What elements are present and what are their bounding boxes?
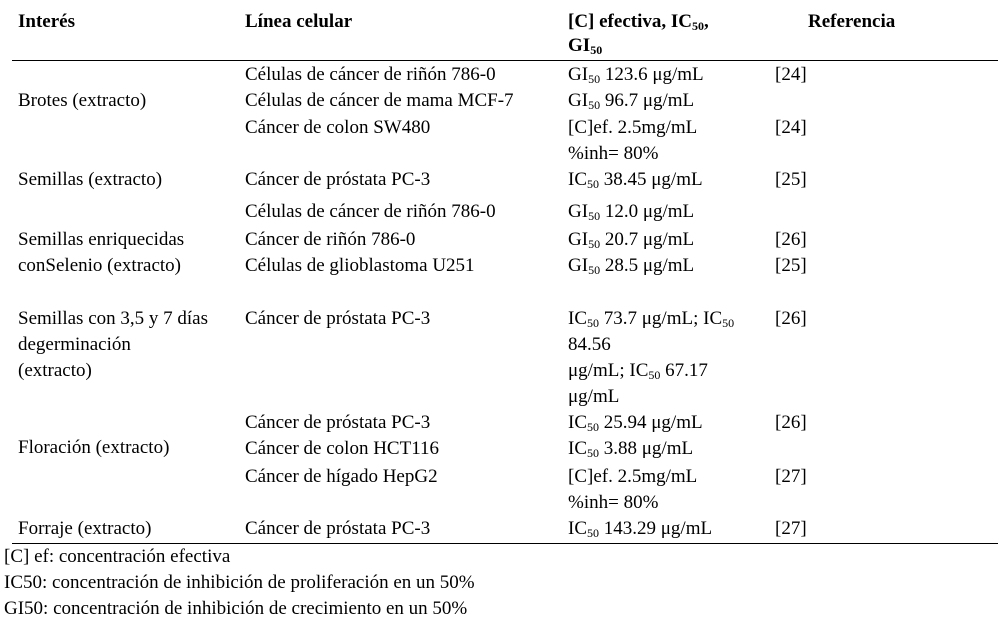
linea-cell: Cáncer de próstata PC-3 <box>245 169 431 190</box>
valor-line: %inh= 80% <box>568 143 659 164</box>
ref-cell: [24] <box>775 117 807 138</box>
linea-cell: Cáncer de colon SW480 <box>245 117 431 138</box>
header-concentracion <box>568 10 709 58</box>
valor-cell: $GI_{50}$ 20.7 μg/mL <box>568 229 695 251</box>
valor-line: %inh= 80% <box>568 492 659 513</box>
header-concentracion-line1: [C] efectiva, $IC_{50}$, <box>568 11 709 33</box>
linea-cell: Cáncer de riñón 786-0 <box>245 229 416 250</box>
footnote: [C] ef: concentración efectiva <box>4 546 231 567</box>
linea-cell: Células de cáncer de riñón 786-0 <box>245 201 496 222</box>
ref-cell: [26] <box>775 308 807 329</box>
ref-cell: [27] <box>775 466 807 487</box>
header-linea-celular: Línea celular <box>245 11 353 32</box>
ref-cell: [25] <box>775 169 807 190</box>
ref-cell: [25] <box>775 255 807 276</box>
valor-cell <box>568 115 697 167</box>
linea-cell: Cáncer de colon HCT116 <box>245 438 439 459</box>
valor-line: [C]ef. 2.5mg/mL <box>568 117 698 138</box>
valor-cell <box>568 306 734 410</box>
linea-cell: Células de cáncer de mama MCF-7 <box>245 90 514 111</box>
valor-line: μg/mL; $IC_{50}$ 67.17 <box>568 360 708 382</box>
interes-cell: Forraje (extracto) <box>18 518 152 539</box>
header-concentracion-line2: $GI_{50}$ <box>568 35 603 57</box>
interes-line: degerminación <box>18 334 131 355</box>
linea-cell: Cáncer de próstata PC-3 <box>245 308 431 329</box>
interes-line: conSelenio (extracto) <box>18 255 182 276</box>
ref-cell: [24] <box>775 64 807 85</box>
interes-line: (extracto) <box>18 360 92 381</box>
valor-cell: $GI_{50}$ 123.6 μg/mL <box>568 64 704 86</box>
linea-cell: Cáncer de próstata PC-3 <box>245 412 431 433</box>
valor-cell: $IC_{50}$ 3.88 μg/mL <box>568 438 694 460</box>
interes-cell: Brotes (extracto) <box>18 90 147 111</box>
valor-cell: $IC_{50}$ 38.45 μg/mL <box>568 169 703 191</box>
valor-cell: $GI_{50}$ 96.7 μg/mL <box>568 90 695 112</box>
valor-cell: $GI_{50}$ 28.5 μg/mL <box>568 255 695 277</box>
interes-line: Semillas enriquecidas <box>18 229 185 250</box>
valor-cell: $IC_{50}$ 25.94 μg/mL <box>568 412 703 434</box>
table-top-rule <box>12 60 998 61</box>
footnote: IC50: concentración de inhibición de proliferación en un 50% <box>4 572 475 593</box>
valor-line: $IC_{50}$ 73.7 μg/mL; $IC_{50}$ <box>568 308 735 330</box>
ref-cell: [26] <box>775 412 807 433</box>
interes-cell: Floración (extracto) <box>18 437 170 458</box>
ref-cell: [27] <box>775 518 807 539</box>
linea-cell: Cáncer de hígado HepG2 <box>245 466 438 487</box>
footnote: GI50: concentración de inhibición de crecimiento en un 50% <box>4 598 468 619</box>
ref-cell: [26] <box>775 229 807 250</box>
valor-line: μg/mL <box>568 386 620 407</box>
valor-cell <box>568 464 697 516</box>
interes-cell <box>18 227 184 279</box>
interes-cell: Semillas (extracto) <box>18 169 163 190</box>
header-referencia: Referencia <box>808 11 896 32</box>
interes-cell <box>18 306 208 384</box>
header-interes: Interés <box>18 11 75 32</box>
valor-cell: $IC_{50}$ 143.29 μg/mL <box>568 518 713 540</box>
linea-cell: Cáncer de próstata PC-3 <box>245 518 431 539</box>
linea-cell: Células de glioblastoma U251 <box>245 255 475 276</box>
valor-line: [C]ef. 2.5mg/mL <box>568 466 698 487</box>
valor-line: 84.56 <box>568 334 611 355</box>
linea-cell: Células de cáncer de riñón 786-0 <box>245 64 496 85</box>
valor-cell: $GI_{50}$ 12.0 μg/mL <box>568 201 695 223</box>
interes-line: Semillas con 3,5 y 7 días <box>18 308 208 329</box>
